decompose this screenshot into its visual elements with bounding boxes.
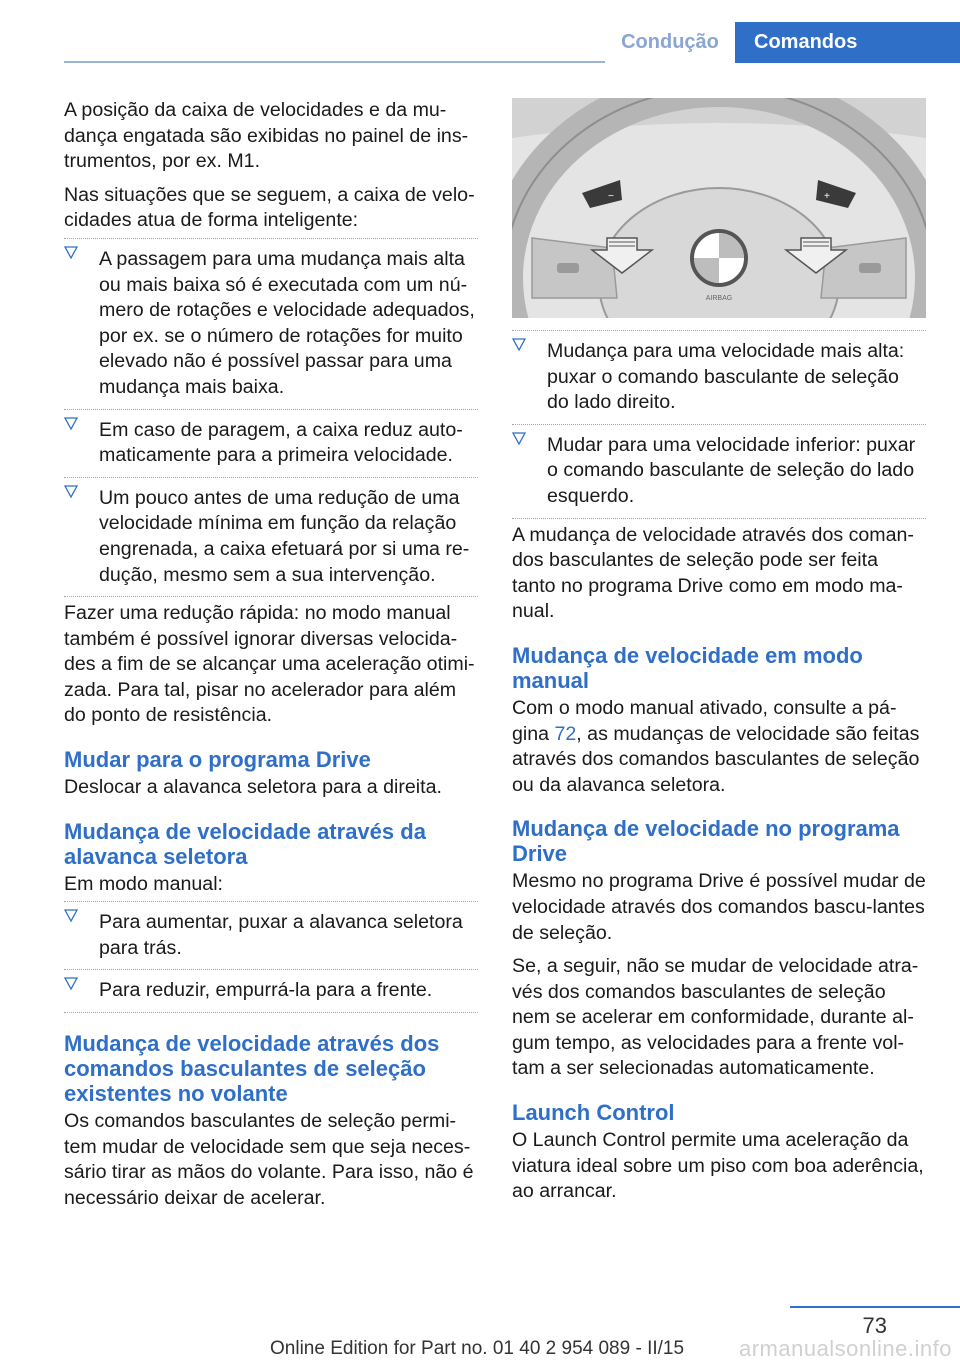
steering-wheel-figure xyxy=(512,98,926,318)
paragraph-paddle-modes: A mudança de velocidade através dos coman‐dos basculantes de seleção pode ser feita tanto no programa Drive como em modo ma‐nual. xyxy=(512,523,914,623)
heading-drive-program: Mudar para o programa Drive xyxy=(64,747,371,773)
heading-drive-shift: Mudança de velocidade no programa Drive xyxy=(512,816,900,867)
list-item xyxy=(512,330,926,416)
triangle-bullet-icon xyxy=(64,480,78,502)
list-item-text: Mudar para uma velocidade inferior: puxar o comando basculante de seleção do lado esquerdo. xyxy=(547,433,916,507)
list-item-text: A passagem para uma mudança mais alta ou mais baixa só é executada com um nú‐mero de rotações e velocidade adequados, por ex. se o número de rotações for muito elevado não é possível passar para uma mudança mais baixa. xyxy=(99,247,475,398)
airbag-label: AIRBAG xyxy=(705,295,733,302)
paragraph-quick-downshift: Fazer uma redução rápida: no modo manual também é possível ignorar diversas velocida‐des a fim de se alcançar uma aceleração otimi‐zada. Para tal, pisar no acelerador para além do ponto de resistência. xyxy=(64,602,475,727)
paragraph-text-a: Com o modo manual ativado, consulte a pá‐gina xyxy=(512,696,897,745)
paragraph-launch-control: O Launch Control permite uma aceleração da viatura ideal sobre um piso com boa aderência, ao arrancar. xyxy=(512,1129,924,1203)
right-column xyxy=(512,98,926,1213)
left-column xyxy=(64,98,478,1219)
paragraph-manual-mode: Em modo manual: xyxy=(64,872,223,895)
triangle-bullet-icon xyxy=(64,412,78,434)
paragraph-drive-shift: Mesmo no programa Drive é possível mudar de velocidade através dos comandos bascu‐lantes de seleção. xyxy=(512,870,926,944)
list-item-text: Em caso de paragem, a caixa reduz auto‐maticamente para a primeira velocidade. xyxy=(99,418,463,467)
triangle-bullet-icon xyxy=(512,333,526,355)
list-item xyxy=(64,238,478,401)
paragraph-intelligent-intro: Nas situações que se seguem, a caixa de velo‐cidades atua de forma inteligente: xyxy=(64,183,475,232)
selector-lever-list xyxy=(64,901,478,1013)
heading-selector-lever: Mudança de velocidade através da alavanca seletora xyxy=(64,818,426,869)
watermark: armanualsonline.info xyxy=(738,1336,952,1361)
triangle-bullet-icon xyxy=(64,904,78,926)
list-item xyxy=(64,901,478,961)
triangle-bullet-icon xyxy=(64,972,78,994)
chapter-tab[interactable]: Comandos xyxy=(735,22,960,63)
heading-launch-control: Launch Control xyxy=(512,1100,675,1126)
list-item xyxy=(64,477,478,597)
paragraph-drive-program: Deslocar a alavanca seletora para a direita. xyxy=(64,776,442,799)
section-tab[interactable]: Condução xyxy=(605,22,735,63)
list-item-text: Um pouco antes de uma redução de uma velocidade mínima em função da relação engrenada, a caixa efetuará por si uma re‐dução, mesmo sem a sua intervenção. xyxy=(99,486,470,586)
paragraph-auto-return: Se, a seguir, não se mudar de velocidade atra‐vés dos comandos basculantes de seleção nem se acelerar em conformidade, durante al‐gum tempo, as velocidades para a frente vol‐tam a ser selecionadas automaticamente. xyxy=(512,955,919,1080)
steering-wheel-illustration xyxy=(512,98,926,318)
intelligent-behavior-list xyxy=(64,238,478,597)
edition-text: Online Edition for Part no. 01 40 2 954 089 - II/15 xyxy=(270,1338,685,1359)
list-item-text: Para aumentar, puxar a alavanca seletora para trás. xyxy=(99,911,463,959)
list-item xyxy=(512,424,926,519)
heading-paddle-shifters: Mudança de velocidade através dos comandos basculantes de seleção existentes no volante xyxy=(64,1031,440,1107)
page-link-72[interactable]: 72 xyxy=(554,722,577,745)
list-item xyxy=(64,409,478,469)
triangle-bullet-icon xyxy=(64,241,78,263)
paddle-shift-list xyxy=(512,330,926,519)
footer-rule xyxy=(790,1306,960,1308)
list-item-text: Para reduzir, empurrá-la para a frente. xyxy=(99,979,433,1002)
heading-manual-mode: Mudança de velocidade em modo manual xyxy=(512,642,863,693)
svg-text:+: + xyxy=(824,191,830,202)
paragraph-gear-display: A posição da caixa de velocidades e da mu‐dança engatada são exibidas no painel de ins‐trumentos, por ex. M1. xyxy=(64,99,469,173)
list-item xyxy=(64,969,478,1013)
paragraph-text-b: , as mudanças de velocidade são feitas através dos comandos basculantes de seleção ou da alavanca seletora. xyxy=(512,722,920,796)
triangle-bullet-icon xyxy=(512,427,526,449)
page-number: 73 xyxy=(862,1313,887,1338)
svg-text:−: − xyxy=(608,191,614,202)
paragraph-paddle-shifters: Os comandos basculantes de seleção permi‐tem mudar de velocidade sem que seja neces‐sário tirar as mãos do volante. Para isso, não é necessário deixar de acelerar. xyxy=(64,1110,474,1209)
paragraph-manual-mode-shift xyxy=(512,696,926,798)
list-item-text: Mudança para uma velocidade mais alta: puxar o comando basculante de seleção do lado direito. xyxy=(547,340,905,414)
